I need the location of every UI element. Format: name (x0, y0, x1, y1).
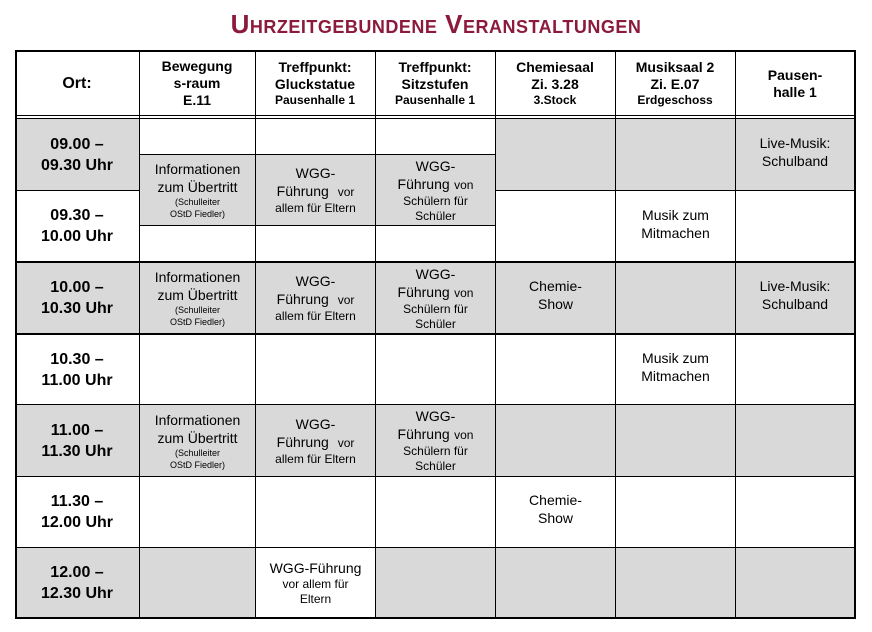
event-title: Show (537, 296, 574, 312)
event-title-tail: von (454, 177, 474, 192)
event-live-musik-1 (736, 119, 854, 190)
header-line-1 (15, 115, 856, 116)
event-title: Musik zum (642, 207, 709, 223)
time-slot-1200 (15, 548, 139, 617)
event-wgg-eltern-last (256, 548, 375, 617)
time-slot-1130 (15, 477, 139, 547)
c46-line-547 (495, 547, 855, 548)
header-col3-line1: Treffpunkt: (398, 59, 472, 75)
event-chemie-show-1 (496, 263, 615, 333)
event-title-row (277, 433, 355, 452)
event-title-row (398, 175, 474, 194)
header-musiksaal (615, 52, 735, 115)
header-col3-sub: Pausenhalle 1 (394, 93, 476, 107)
time-from: 11.00 – (50, 421, 104, 439)
event-subtitle: Schüler (415, 459, 456, 473)
time-to: 11.30 Uhr (41, 442, 113, 460)
header-bewegungsraum (139, 52, 255, 115)
event-title: Live-Musik: (759, 278, 831, 294)
event-subtitle: Schüler (415, 316, 456, 331)
c13-line-333 (139, 333, 495, 335)
event-title-row (277, 182, 355, 201)
header-gluckstatue (255, 52, 375, 115)
event-note: (Schulleiter (174, 305, 221, 315)
event-title: Live-Musik: (759, 135, 831, 151)
event-wgg-schueler-1 (376, 155, 495, 225)
time-slot-0930 (15, 191, 139, 261)
event-note: (Schulleiter (174, 197, 221, 207)
event-musik-1 (616, 191, 735, 261)
event-title: WGG- (295, 165, 336, 181)
header-col3-line2: Sitzstufen (401, 76, 469, 92)
event-title: WGG- (295, 415, 336, 432)
event-title: Mitmachen (641, 225, 710, 241)
header-ort-label: Ort: (62, 75, 92, 92)
event-subtitle: vor allem für (282, 576, 349, 591)
bg-c5-0900 (615, 118, 735, 190)
c13-line-225 (139, 225, 495, 226)
event-note: OStD Fiedler) (169, 209, 225, 219)
event-subtitle: Eltern (299, 591, 332, 606)
time-to: 10.30 Uhr (40, 300, 114, 317)
event-title: Chemie- (529, 278, 582, 294)
time-to: 12.00 Uhr (40, 514, 114, 531)
event-title: WGG- (415, 408, 456, 424)
event-info-1 (140, 155, 255, 225)
time-slot-1000 (15, 263, 139, 333)
header-col1-line1: Bewegung (161, 58, 233, 74)
event-title-row (398, 425, 474, 444)
event-title: Schulband (761, 153, 829, 169)
header-col5-line2: Zi. E.07 (650, 76, 700, 92)
event-info-3 (140, 405, 255, 476)
event-title: WGG- (415, 157, 456, 174)
event-title: Mitmachen (641, 368, 710, 384)
event-wgg-schueler-3 (376, 405, 495, 476)
header-col2-sub: Pausenhalle 1 (274, 93, 356, 107)
header-chemiesaal (495, 52, 615, 115)
event-subtitle: allem für Eltern (275, 309, 356, 323)
event-live-musik-2 (736, 263, 854, 333)
event-title: Führung (397, 175, 450, 192)
event-note: OStD Fiedler) (169, 317, 225, 327)
page-title: Uhrzeitgebundene Veranstaltungen (230, 9, 642, 39)
header-pausenhalle (735, 52, 855, 115)
event-title: zum Übertritt (157, 287, 238, 303)
event-wgg-eltern-1 (256, 155, 375, 225)
header-sitzstufen (375, 52, 495, 115)
event-title: WGG- (295, 273, 336, 289)
event-wgg-eltern-3 (256, 405, 375, 476)
time-from: 11.30 – (50, 493, 104, 510)
event-subtitle: allem für Eltern (275, 201, 356, 215)
event-musik-2 (616, 335, 735, 404)
header-ort (15, 52, 139, 115)
event-note: (Schulleiter (174, 447, 221, 458)
c13-line-476 (139, 476, 495, 477)
event-wgg-schueler-2 (376, 263, 495, 333)
time-slot-0900 (15, 119, 139, 190)
event-subtitle: Schülern für (403, 193, 468, 208)
event-chemie-show-2 (496, 477, 615, 547)
time-slot-1030 (15, 335, 139, 404)
event-title: zum Übertritt (157, 179, 238, 195)
header-col4-line2: Zi. 3.28 (531, 76, 579, 92)
event-title-tail: von (454, 285, 474, 300)
header-line-2 (15, 118, 856, 119)
header-col2-line2: Gluckstatue (274, 76, 356, 92)
event-title: Informationen (154, 161, 241, 177)
time-from: 10.00 – (50, 279, 104, 296)
event-title: Schulband (761, 296, 829, 312)
event-title: Informationen (154, 411, 241, 428)
time-from: 10.30 – (50, 350, 104, 368)
event-subtitle: allem für Eltern (275, 451, 356, 466)
event-title: zum Übertritt (157, 429, 238, 446)
event-title: Musik zum (642, 350, 709, 366)
header-col1-line3: E.11 (182, 92, 212, 108)
event-title: Führung (276, 183, 329, 199)
time-from: 09.00 – (50, 135, 104, 153)
time-from: 09.30 – (50, 207, 104, 224)
event-subtitle: Schüler (415, 208, 456, 223)
header-col5-sub: Erdgeschoss (637, 93, 713, 107)
c46-line-404 (495, 404, 855, 405)
event-subtitle: Schülern für (403, 444, 468, 458)
event-title-tail: von (454, 428, 474, 442)
event-title-tail: vor (337, 293, 355, 307)
event-title: Chemie- (529, 492, 582, 508)
header-col1-line2: s-raum (173, 75, 221, 91)
event-title: Führung (397, 283, 450, 300)
event-wgg-eltern-2 (256, 263, 375, 333)
header-col5-line1: Musiksaal 2 (635, 59, 715, 75)
event-subtitle: Schülern für (403, 301, 468, 316)
bg-row-1200-events (139, 547, 855, 619)
time-slot-1100 (15, 405, 139, 476)
bg-c4-0900 (495, 118, 615, 190)
border-bottom (15, 617, 856, 619)
event-title: WGG- (415, 265, 456, 282)
header-col6-line2: halle 1 (773, 83, 817, 100)
time-to: 12.30 Uhr (40, 584, 114, 602)
time-to: 11.00 Uhr (41, 371, 113, 389)
header-col2-line1: Treffpunkt: (278, 59, 352, 75)
event-title-tail: vor (337, 185, 355, 199)
event-title: Show (537, 510, 574, 526)
event-title: WGG-Führung (269, 559, 362, 576)
event-info-2 (140, 263, 255, 333)
event-title: Führung (276, 291, 329, 307)
event-title-tail: vor (337, 435, 355, 450)
header-col4-sub: 3.Stock (533, 93, 577, 107)
time-from: 12.00 – (50, 563, 104, 581)
event-title: Führung (397, 426, 450, 442)
header-col6-line1: Pausen- (767, 66, 823, 83)
event-title: Führung (276, 433, 329, 450)
event-title: Informationen (154, 269, 241, 285)
event-note: OStD Fiedler) (169, 459, 225, 470)
time-to: 09.30 Uhr (40, 156, 114, 174)
event-title-row (398, 283, 474, 302)
header-col4-line1: Chemiesaal (516, 59, 594, 75)
time-to: 10.00 Uhr (40, 228, 114, 245)
event-title-row (277, 290, 355, 309)
